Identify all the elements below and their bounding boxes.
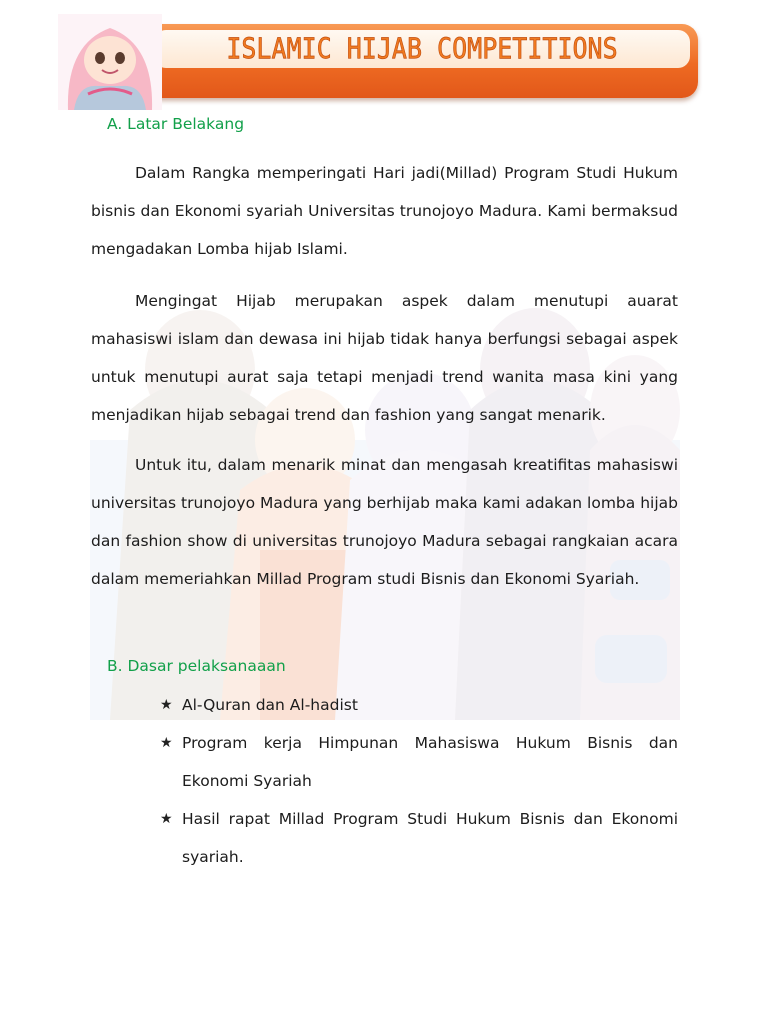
star-icon: ★ bbox=[160, 735, 173, 751]
section-a-paragraph-2: Mengingat Hijab merupakan aspek dalam menutupi auarat mahasiswi islam dan dewasa ini hijab tidak hanya berfungsi sebagai aspek untuk menutupi aurat saja tetapi menjadi trend wanita masa kini yang menjadikan hijab sebagai trend dan fashion yang sangat menarik. bbox=[91, 292, 678, 424]
list-item bbox=[160, 724, 678, 800]
title-banner bbox=[146, 24, 698, 98]
dasar-pelaksanaan-list bbox=[160, 686, 678, 876]
section-a-paragraph-3: Untuk itu, dalam menarik minat dan mengasah kreatifitas mahasiswi universitas trunojoyo Madura yang berhijab maka kami adakan lomba hijab dan fashion show di universitas trunojoyo Madura sebagai rangkaian acara dalam memeriahkan Millad Program studi Bisnis dan Ekonomi Syariah. bbox=[91, 456, 678, 588]
section-b-heading: B. Dasar pelaksanaaan bbox=[107, 657, 286, 675]
list-item bbox=[160, 686, 678, 724]
list-item-text: Program kerja Himpunan Mahasiswa Hukum Bisnis dan Ekonomi Syariah bbox=[182, 734, 678, 790]
hijab-girl-mascot-icon bbox=[58, 14, 162, 110]
list-item bbox=[160, 800, 678, 876]
list-item-text: Hasil rapat Millad Program Studi Hukum Bisnis dan Ekonomi syariah. bbox=[182, 810, 678, 866]
list-item-text: Al-Quran dan Al-hadist bbox=[182, 696, 358, 714]
star-icon: ★ bbox=[160, 811, 173, 827]
section-a-heading: A. Latar Belakang bbox=[107, 115, 245, 133]
section-a-paragraph-1: Dalam Rangka memperingati Hari jadi(Millad) Program Studi Hukum bisnis dan Ekonomi syariah Universitas trunojoyo Madura. Kami bermaksud mengadakan Lomba hijab Islami. bbox=[91, 164, 678, 258]
star-icon: ★ bbox=[160, 697, 173, 713]
page-title: ISLAMIC HIJAB COMPETITIONS bbox=[226, 31, 618, 66]
